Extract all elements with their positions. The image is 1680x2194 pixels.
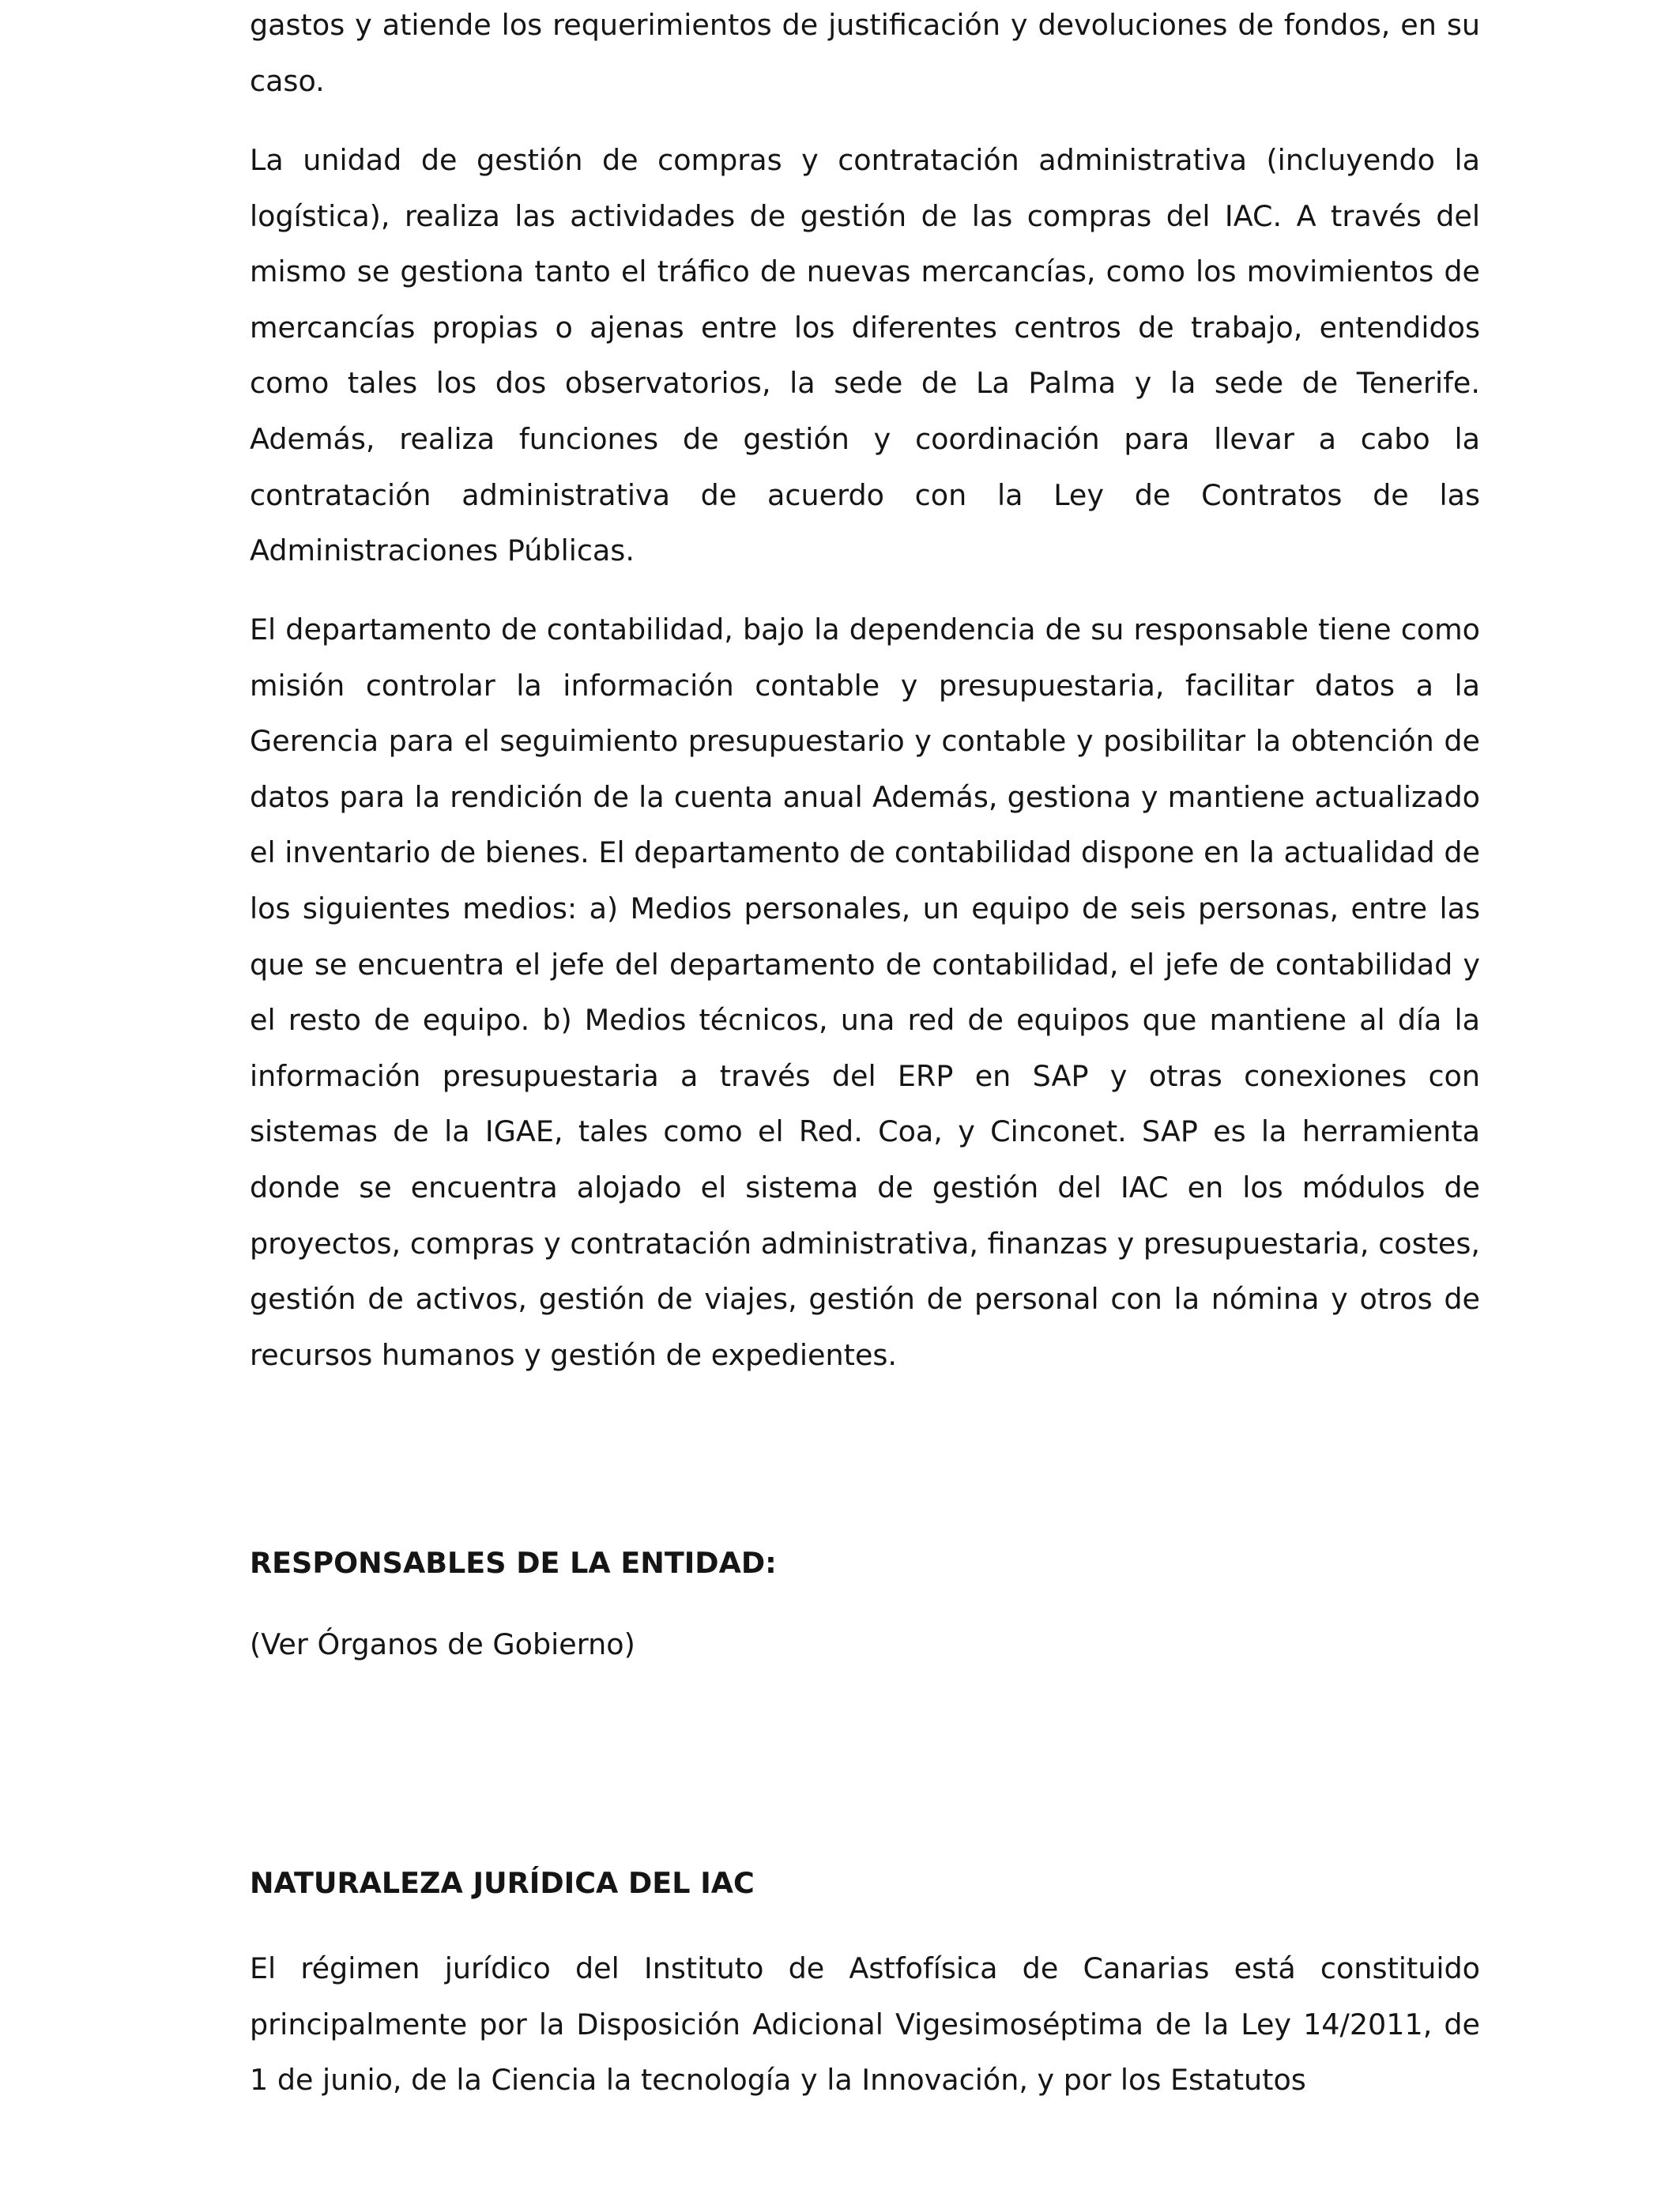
paragraph-contabilidad: El departamento de contabilidad, bajo la dependencia de su responsable tiene como misión controlar la información contable y presupuestaria, facilitar datos a la Gerencia para el seguimiento presupuestario y contable y posibilitar la obtención de datos para la rendición de la cuenta anual Además, gestiona y mantiene actualizado el inventario de bienes. El departamento de contabilidad dispone en la actualidad de los siguientes medios: a) Medios personales, un equipo de seis personas, entre las que se encuentra el jefe del departamento de contabilidad, el jefe de contabilidad y el resto de equipo. b) Medios técnicos, una red de equipos que mantiene al día la información presupuestaria a través del ERP en SAP y otras conexiones con sistemas de la IGAE, tales como el Red. Coa, y Cinconet. SAP es la herramienta donde se encuentra alojado el sistema de gestión del IAC en los módulos de proyectos, compras y contratación administrativa, finanzas y presupuestaria, costes, gestión de activos, gestión de viajes, gestión de personal con la nómina y otros de recursos humanos y gestión de expedientes. [250,613,1480,1372]
paragraph-compras: La unidad de gestión de compras y contratación administrativa (incluyendo la logística), realiza las actividades de gestión de las compras del IAC. A través del mismo se gestiona tanto el tráfico de nuevas mercancías, como los movimientos de mercancías propias o ajenas entre los diferentes centros de trabajo, entendidos como tales los dos observatorios, la sede de La Palma y la sede de Tenerife. Además, realiza funciones de gestión y coordinación para llevar a cabo la contratación administrativa de acuerdo con la Ley de Contratos de las Administraciones Públicas. [250,143,1480,568]
note-ver-organos: (Ver Órganos de Gobierno) [250,1627,635,1661]
paragraph-intro: gastos y atiende los requerimientos de justificación y devoluciones de fondos, en su caso. [250,8,1480,98]
heading-responsables: RESPONSABLES DE LA ENTIDAD: [250,1546,777,1580]
heading-naturaleza-juridica: NATURALEZA JURÍDICA DEL IAC [250,1866,755,1900]
paragraph-regimen-juridico: El régimen jurídico del Instituto de Astfofísica de Canarias está constituido principalmente por la Disposición Adicional Vigesimoséptima de la Ley 14/2011, de 1 de junio, de la Ciencia la tecnología y la Innovación, y por los Estatutos [250,1951,1480,2098]
